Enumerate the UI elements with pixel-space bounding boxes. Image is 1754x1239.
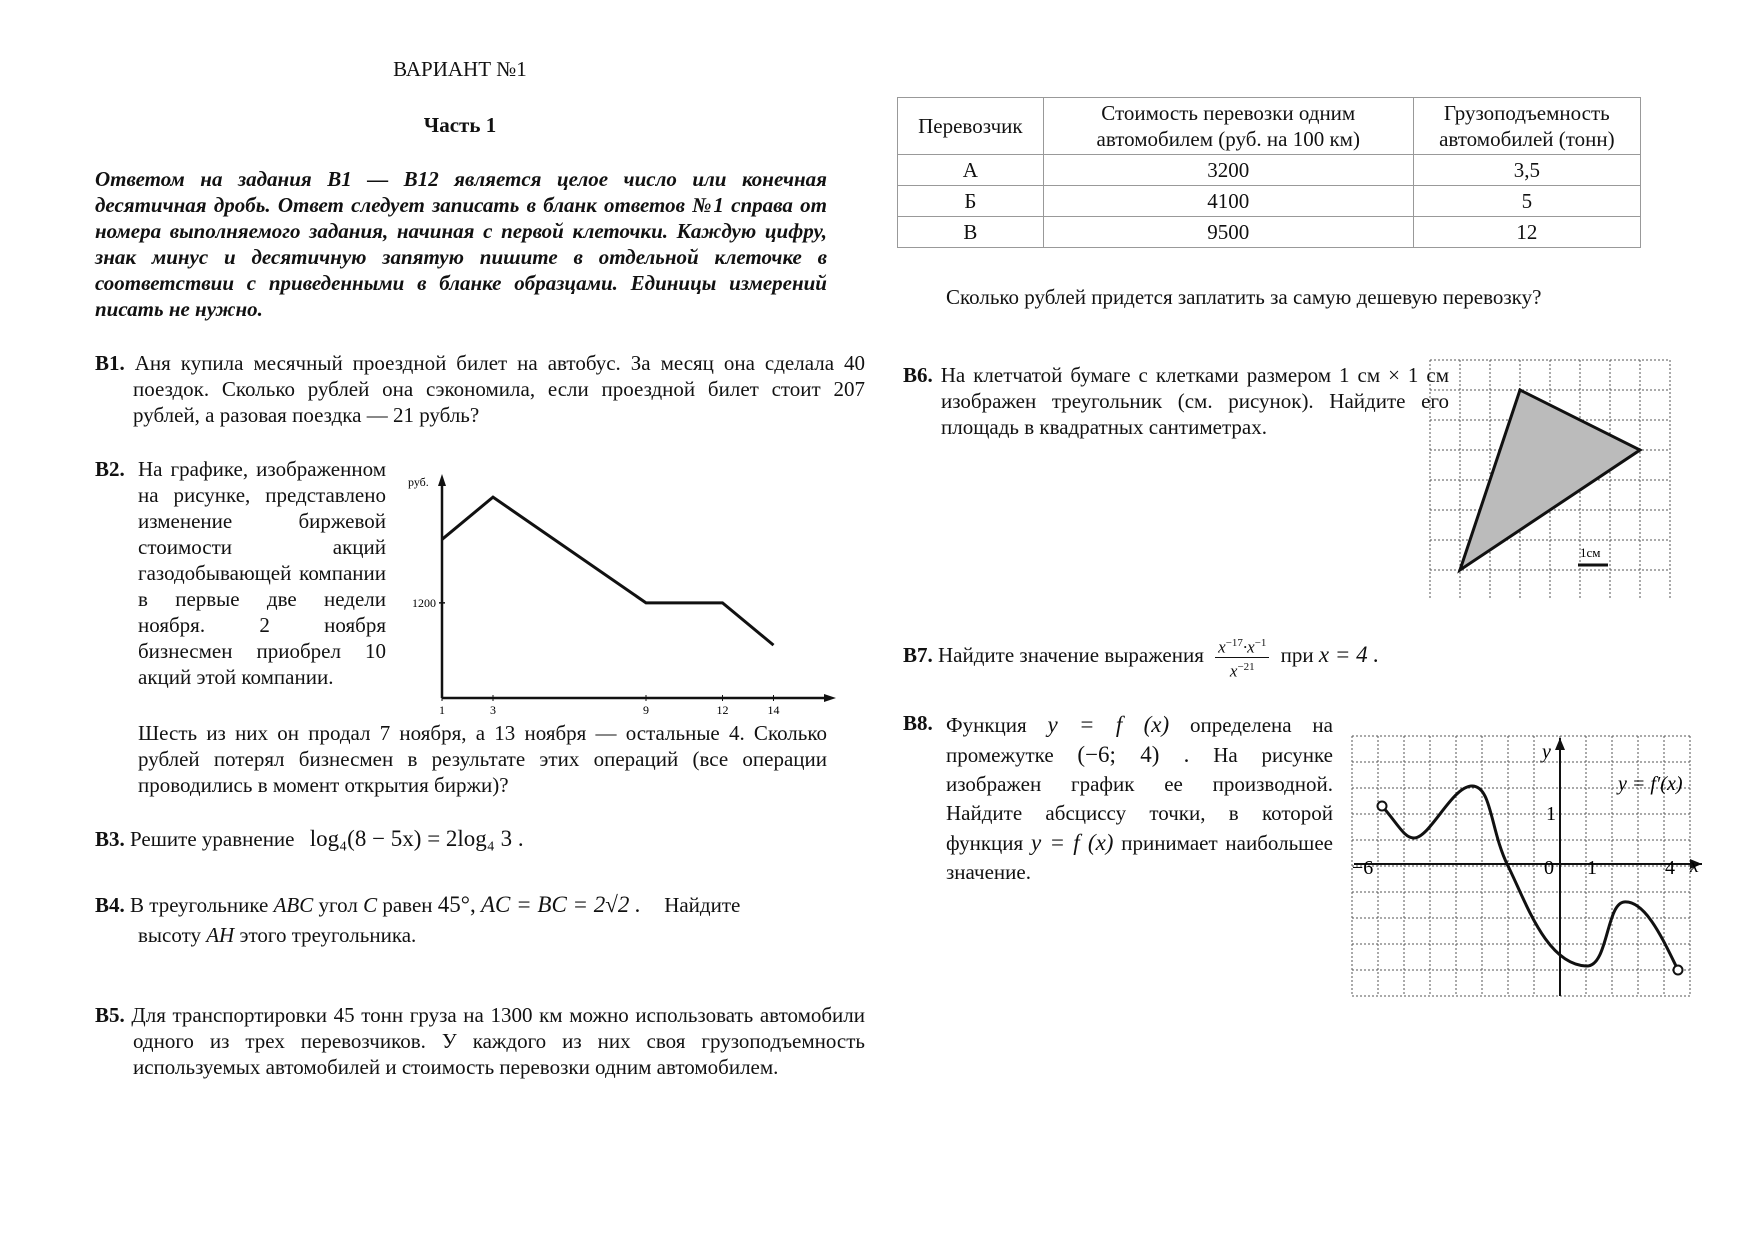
carriers-table [897, 97, 1641, 248]
task-b4-text-b: угол [318, 893, 358, 917]
task-b2-text-side: На графике, изображенном на рисунке, представлено изменение биржевой стоимости акций газодобывающей компании в первые две недели ноября. 2 ноября бизнесмен приобрел 10 акций этой компании. [138, 457, 386, 689]
derivative-graph-figure [1350, 734, 1710, 1004]
denominator-base: x [1229, 661, 1238, 681]
task-b7-text: Найдите значение выражения [938, 642, 1204, 667]
task-b3-equation: log₄(8 − 5x) = 2log₄ 3 . [309, 826, 524, 851]
task-b6 [903, 362, 1449, 440]
task-b7-label: B7. [903, 642, 933, 667]
task-b4-triangle: ABC [273, 893, 314, 917]
numerator-base: x [1218, 637, 1226, 657]
task-b8-text-c: На рисунке изображен график ее производной. Найдите абсциссу точки, в которой функция [946, 743, 1333, 855]
table-cell: 3,5 [1413, 155, 1640, 186]
part-title: Часть 1 [423, 113, 497, 137]
task-b7-text-after: при [1280, 642, 1314, 667]
task-b7 [903, 634, 1463, 680]
y-tick-label: 1200 [412, 595, 436, 610]
x-tick-label: 1 [439, 703, 445, 714]
task-b4-equality: AC = BC = 2√2 . [480, 892, 641, 917]
task-b6-label: B6. [903, 363, 933, 387]
task-b1 [95, 350, 865, 428]
variant-title: ВАРИАНТ №1 [393, 57, 527, 81]
table-cell: 12 [1413, 217, 1640, 248]
task-b7-condition: x = 4 . [1318, 641, 1380, 667]
task-b5-text: Для транспортировки 45 тонн груза на 1300 км можно использовать автомобили одного из трех перевозчиков. У каждого из них своя грузоподъемность используемых автомобилей и стоимость перевозки одним автомобилем. [131, 1003, 866, 1079]
x-tick-label: 3 [490, 703, 496, 714]
task-b5-label: B5. [95, 1003, 125, 1027]
open-endpoint-right [1674, 966, 1683, 975]
task-b4-text-f: этого треугольника. [239, 923, 417, 947]
task-b4-text-c: равен [382, 893, 433, 917]
price-line [442, 497, 774, 645]
table-cell: 3200 [1043, 155, 1413, 186]
denominator-exp: −21 [1237, 660, 1255, 673]
task-b8-text-b: определена на промежутке [946, 713, 1333, 767]
open-endpoint-left [1378, 802, 1387, 811]
instructions: Ответом на задания B1 — B12 является целое число или конечная десятичная дробь. Ответ следует записать в бланк ответов №1 справа от номера выполняемого задания, начиная с первой клеточки. Каждую цифру, знак минус и десятичную запятую пишите в отдельной клеточке в соответствии с приведенными в бланке образцами. Единицы измерений писать не нужно. [95, 167, 827, 321]
tick-label-0: 0 [1544, 857, 1554, 879]
table-cell: А [898, 155, 1044, 186]
task-b4-text-d: Найдите [664, 893, 741, 917]
y-axis-label: y [1542, 741, 1551, 763]
x-axis-label: x [1690, 855, 1699, 877]
table-row [898, 217, 1641, 248]
y-axis-arrow [1555, 738, 1565, 750]
task-b4-angle-value: 45°, [437, 892, 476, 917]
numerator-mid: ·x [1242, 637, 1255, 657]
graph-label: y = f′(x) [1618, 773, 1683, 795]
task-b8-text [946, 710, 1333, 887]
table-row [898, 186, 1641, 217]
table-cell: 5 [1413, 186, 1640, 217]
task-b3-label: B3. [95, 827, 125, 851]
task-b5 [95, 1002, 865, 1080]
task-b8-interval: (−6; 4) . [1077, 742, 1190, 767]
task-b4-text-e: высоту [138, 923, 201, 947]
task-b4-height: AH [206, 923, 235, 947]
task-b2-label: B2. [95, 457, 125, 481]
scale-label: 1см [1580, 545, 1601, 560]
task-b7-fraction [1215, 634, 1269, 680]
table-header-cell: Грузоподъемность автомобилей (тонн) [1413, 98, 1640, 155]
numerator-exp1: −17 [1225, 637, 1243, 649]
table-header-cell: Стоимость перевозки одним автомобилем (руб. на 100 км) [1043, 98, 1413, 155]
x-axis-arrow [824, 694, 836, 702]
task-b2-text-below: Шесть из них он продал 7 ноября, а 13 ноября — остальные 4. Сколько рублей потерял бизнесмен в результате этих операций (все операции проводились в момент открытия биржи)? [138, 721, 827, 797]
x-tick-label: 9 [643, 703, 649, 714]
table-row [898, 155, 1641, 186]
x-tick-label: 14 [767, 703, 780, 714]
task-b4-line2 [138, 922, 827, 948]
triangle-grid-figure [1428, 358, 1672, 598]
task-b8-label: B8. [903, 711, 933, 735]
table-header-row [898, 98, 1641, 155]
task-b1-text: Аня купила месячный проездной билет на автобус. За месяц она сделала 40 поездок. Сколько рублей она сэкономила, если проездной билет стоит 207 рублей, а разовая поездка — 21 рубль? [133, 351, 866, 427]
tick-label-neg6: −6 [1352, 857, 1374, 879]
table-cell: 9500 [1043, 217, 1413, 248]
task-b1-label: B1. [95, 351, 125, 375]
task-b8-text-d: принимает наибольшее значение. [946, 831, 1333, 884]
task-b8-func: y = f (x) [1047, 712, 1170, 737]
y-axis-label: руб. [408, 475, 429, 489]
task-b4-text-a: В треугольнике [130, 893, 269, 917]
table-header-cell: Перевозчик [898, 98, 1044, 155]
table-cell: Б [898, 186, 1044, 217]
task-b8-text-a: Функция [946, 713, 1027, 737]
task-b6-text: На клетчатой бумаге с клетками размером 1 см × 1 см изображен треугольник (см. рисунок). Найдите его площадь в квадратных сантиметрах. [940, 363, 1449, 439]
stock-price-chart [400, 466, 840, 714]
table-question: Сколько рублей придется заплатить за самую дешевую перевозку? [946, 285, 1542, 309]
task-b8-func-2: y = f (x) [1030, 830, 1114, 855]
table-cell: 4100 [1043, 186, 1413, 217]
table-cell: В [898, 217, 1044, 248]
tick-label-y1: 1 [1546, 803, 1556, 825]
task-b4-label: B4. [95, 893, 125, 917]
x-tick-label: 12 [716, 703, 729, 714]
numerator-exp2: −1 [1254, 637, 1267, 649]
task-b3-text: Решите уравнение [130, 827, 295, 851]
y-axis-arrow [438, 474, 446, 486]
task-b4-angle: C [363, 893, 378, 917]
task-b3 [95, 826, 827, 852]
tick-label-1: 1 [1587, 857, 1597, 879]
tick-label-4: 4 [1665, 857, 1675, 879]
task-b4 [95, 892, 827, 918]
